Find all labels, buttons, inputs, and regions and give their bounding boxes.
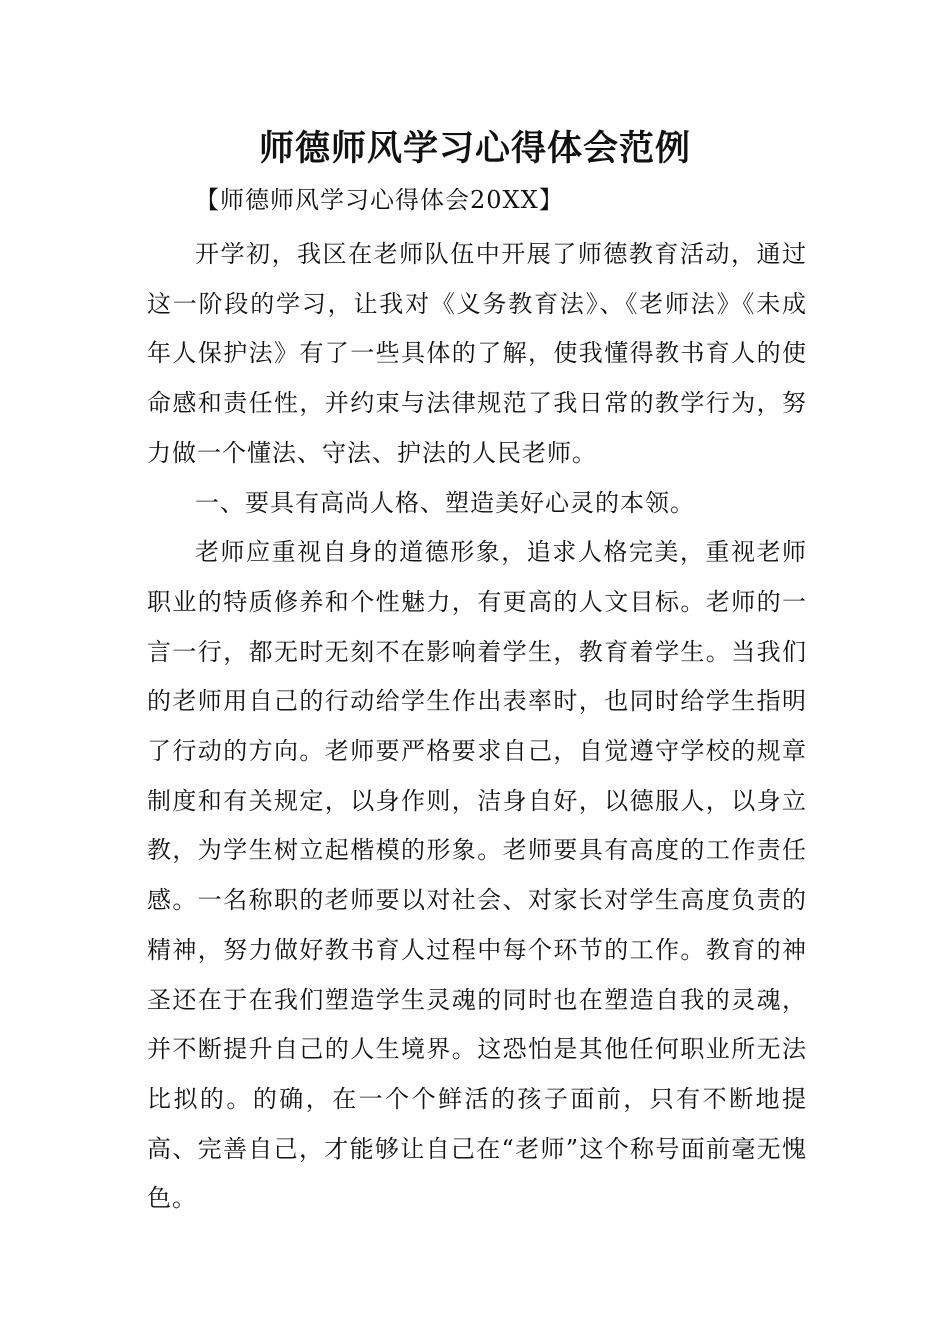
document-body bbox=[147, 178, 807, 1224]
document-title: 师德师风学习心得体会范例 bbox=[258, 129, 691, 169]
section-heading: 一、要具有高尚人格、塑造美好心灵的本领。 bbox=[195, 488, 695, 517]
subtitle-paragraph: 【师德师风学习心得体会20XX】 bbox=[195, 186, 564, 214]
intro-paragraph: 开学初，我区在老师队伍中开展了师德教育活动，通过这一阶段的学习，让我对《义务教育法》、《老师法》《未成年人保护法》有了一些具体的了解，使我懂得教书育人的使命感和责任性，并约束与法律规范了我日常的教学行为，努力做一个懂法、守法、护法的人民老师。 bbox=[147, 240, 807, 467]
body-paragraph: 老师应重视自身的道德形象，追求人格完美，重视老师职业的特质修养和个性魅力，有更高的人文目标。老师的一言一行，都无时无刻不在影响着学生，教育着学生。当我们的老师用自己的行动给学生作出表率时，也同时给学生指明了行动的方向。老师要严格要求自己，自觉遵守学校的规章制度和有关规定，以身作则，洁身自好，以德服人，以身立教，为学生树立起楷模的形象。老师要具有高度的工作责任感。一名称职的老师要以对社会、对家长对学生高度负责的精神，努力做好教书育人过程中每个环节的工作。教育的神圣还在于在我们塑造学生灵魂的同时也在塑造自我的灵魂，并不断提升自己的人生境界。这恐怕是其他任何职业所无法比拟的。的确，在一个个鲜活的孩子面前，只有不断地提高、完善自己，才能够让自己在“老师”这个称号面前毫无愧色。 bbox=[147, 538, 807, 1213]
